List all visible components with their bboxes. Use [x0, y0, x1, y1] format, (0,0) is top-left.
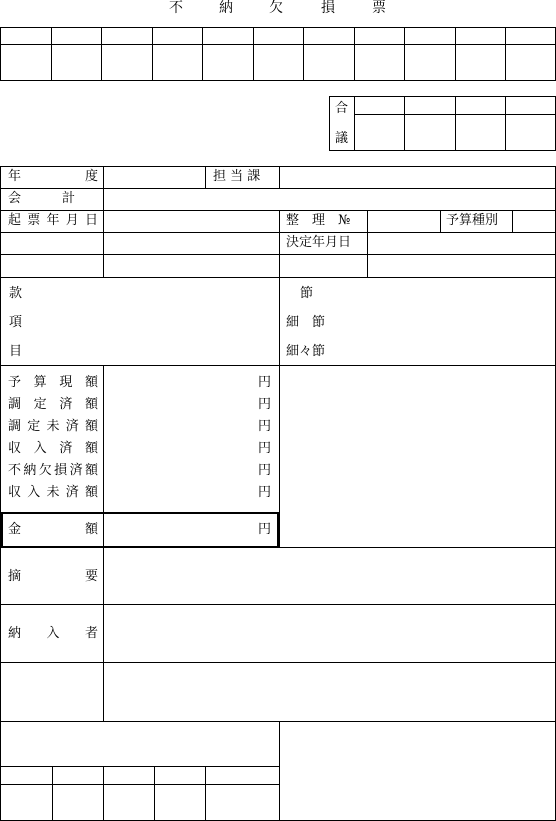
label-setsu: 節 [300, 286, 314, 301]
label-issue-date: 起 票 年 月 日 [8, 213, 98, 228]
title-char: 損 [321, 0, 335, 16]
approval-label-top: 合 [335, 101, 349, 116]
amount-label-budget: 予 算 現 額 [8, 375, 98, 390]
unit-yen: 円 [258, 419, 272, 434]
amount-label-writeoff: 不 納 欠 損 済 額 [8, 463, 98, 478]
label-fiscal-year: 年 度 [8, 169, 98, 184]
approval-label-bottom: 議 [335, 131, 349, 146]
amount-label-unassessed: 調 定 未 済 額 [8, 419, 98, 434]
label-moku: 目 [9, 344, 23, 359]
unit-yen: 円 [258, 397, 272, 412]
unit-yen: 円 [258, 485, 272, 500]
title-char: 票 [372, 0, 386, 16]
label-kan: 款 [9, 286, 23, 301]
label-budget-type: 予算種別 [446, 213, 499, 228]
label-summary: 摘 要 [8, 569, 98, 584]
amount-label-assessed: 調 定 済 額 [8, 397, 98, 412]
unit-yen: 円 [258, 463, 272, 478]
label-payer: 納 入 者 [8, 626, 98, 641]
unit-yen: 円 [258, 375, 272, 390]
amount-label-received: 収 入 済 額 [8, 441, 98, 456]
label-decision-date: 決定年月日 [286, 235, 352, 250]
amount-label-unreceived: 収 入 未 済 額 [8, 485, 98, 500]
title-char: 納 [219, 0, 233, 16]
unit-yen: 円 [258, 441, 272, 456]
label-kou: 項 [9, 315, 23, 330]
label-department: 担 当 課 [213, 169, 261, 184]
title-char: 欠 [269, 0, 283, 16]
label-accounting: 会 計 [8, 191, 76, 206]
label-total-amount: 金 額 [8, 522, 98, 537]
label-saisetsu: 細 節 [286, 315, 326, 330]
title-char: 不 [169, 0, 183, 16]
total-unit-yen: 円 [258, 522, 272, 537]
label-reference-no: 整 理 № [286, 213, 351, 228]
label-saisaisetsu: 細々節 [286, 344, 326, 359]
